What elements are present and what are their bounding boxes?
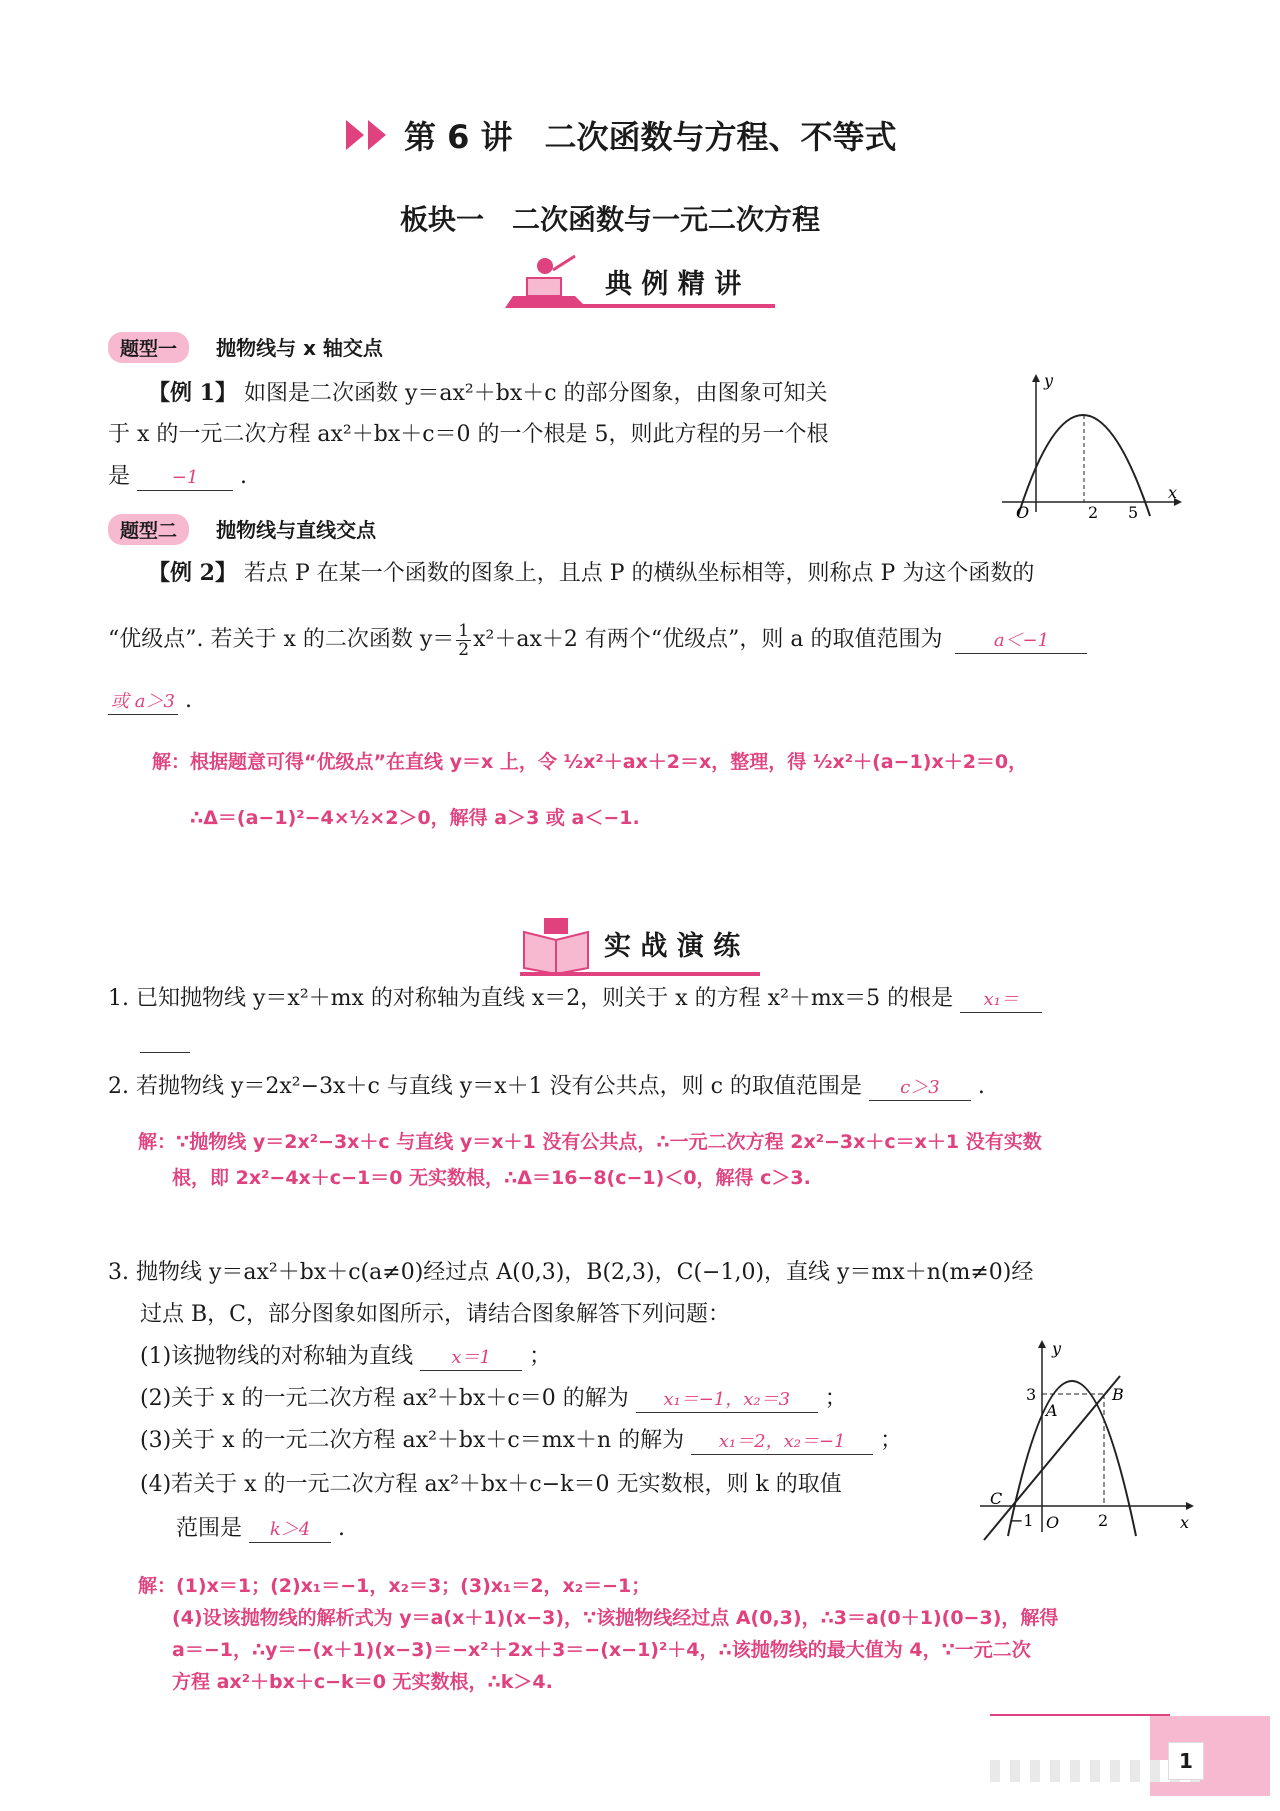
q3-answer1: x＝1 — [420, 1346, 522, 1371]
example2-text1: 若点 P 在某一个函数的图象上，且点 P 的横纵坐标相等，则称点 P 为这个函数的 — [243, 561, 1035, 586]
example2-line2: “优级点”. 若关于 x 的二次函数 y＝ $\frac{1}{2}$ x²＋ax＋2 有两个“优级点”，则 a 的取值范围为 a＜−1 — [108, 618, 1087, 662]
lecture-title: 第 6 讲 二次函数与方程、不等式 — [404, 118, 897, 156]
svg-text:y: y — [1052, 1339, 1062, 1358]
section-title: 板块一 二次函数与一元二次方程 — [400, 203, 821, 236]
svg-text:B: B — [1112, 1385, 1124, 1404]
open-book-icon — [520, 918, 592, 974]
footer-line — [990, 1714, 1170, 1716]
q3-answer4: k＞4 — [249, 1518, 331, 1543]
practice-q2: 2. 若抛物线 y＝2x²−3x＋c 与直线 y＝x＋1 没有公共点，则 c 的取值范围是 c＞3 . — [108, 1074, 985, 1099]
x-axis-arrow — [1186, 1502, 1194, 1510]
example1-answer: −1 — [137, 466, 233, 491]
double-arrow-icon — [346, 118, 396, 152]
q3-part3: (3)关于 x 的一元二次方程 ax²＋bx＋c＝mx＋n 的解为 x₁＝2，x₂＝−1 ； — [140, 1428, 903, 1453]
q3-part2: (2)关于 x 的一元二次方程 ax²＋bx＋c＝0 的解为 x₁＝−1，x₂＝3 ； — [140, 1386, 847, 1411]
graph1-tick-2: 2 — [1088, 503, 1099, 520]
svg-text:3: 3 — [1026, 1385, 1037, 1404]
banner-practice — [520, 918, 780, 978]
q1-text: 1. 已知抛物线 y＝x²＋mx 的对称轴为直线 x＝2，则关于 x 的方程 x²＋mx＝5 的根是 — [108, 986, 954, 1011]
q3-line2: 过点 B，C，部分图象如图所示，请结合图象解答下列问题： — [140, 1302, 730, 1327]
example2-solution-line2: ∴Δ＝(a−1)²−4×½×2＞0，解得 a＞3 或 a＜−1. — [190, 807, 640, 829]
example2-line3: 或 a＞3 . — [108, 686, 192, 716]
teacher-desk-icon — [505, 252, 591, 314]
practice-q1 — [108, 984, 1042, 1014]
banner-examples-label: 典 例 精 讲 — [605, 269, 742, 300]
q3-solution-line1: 解：(1)x＝1；(2)x₁＝−1，x₂＝3；(3)x₁＝2，x₂＝−1； — [138, 1575, 651, 1597]
example1-graph — [1000, 370, 1190, 520]
example2-answer-a: a＜−1 — [955, 629, 1087, 654]
svg-text:−1: −1 — [1010, 1511, 1034, 1530]
y-axis-arrow — [1032, 374, 1040, 382]
example1-line3: 是 −1 . — [108, 464, 248, 489]
q3-answer2: x₁＝−1，x₂＝3 — [636, 1388, 818, 1413]
q2-solution-line1: 解：∵抛物线 y＝2x²−3x＋c 与直线 y＝x＋1 没有公共点，∴一元二次方程 2x²−3x＋c＝x＋1 没有实数 — [138, 1131, 1042, 1153]
example1-line2: 于 x 的一元二次方程 ax²＋bx＋c＝0 的一个根是 5，则此方程的另一个根 — [108, 422, 829, 447]
graph1-origin-label: O — [1016, 503, 1030, 520]
q2-text: 2. 若抛物线 y＝2x²−3x＋c 与直线 y＝x＋1 没有公共点，则 c 的取值范围是 — [108, 1074, 862, 1099]
q3-solution-line4: 方程 ax²＋bx＋c−k＝0 无实数根，∴k＞4. — [172, 1671, 553, 1693]
type2-title: 抛物线与直线交点 — [216, 518, 377, 542]
type1-tag: 题型一 — [108, 332, 189, 363]
example1-line1 — [148, 378, 828, 409]
q2-solution-line2: 根，即 2x²−4x＋c−1＝0 无实数根，∴Δ＝16−8(c−1)＜0，解得 c＞3. — [172, 1167, 811, 1189]
svg-text:2: 2 — [1098, 1511, 1109, 1530]
banner-examples — [505, 252, 775, 314]
q3-graph — [970, 1336, 1200, 1546]
q3-solution-line2: (4)设该抛物线的解析式为 y＝a(x＋1)(x−3)，∵该抛物线经过点 A(0,3)，∴3＝a(0＋1)(0−3)，解得 — [172, 1607, 1059, 1629]
svg-text:A: A — [1046, 1401, 1058, 1420]
banner-practice-label: 实 战 演 练 — [604, 931, 741, 962]
y-axis-arrow — [1038, 1340, 1046, 1348]
q3-part1: (1)该抛物线的对称轴为直线 x＝1 ； — [140, 1344, 552, 1369]
type1-heading — [108, 332, 383, 363]
q1-answer: x₁＝ — [960, 988, 1042, 1013]
banner-underline — [583, 304, 775, 308]
page-number: 1 — [1168, 1742, 1204, 1780]
q2-answer: c＞3 — [869, 1076, 971, 1101]
q3-part4b: 范围是 k＞4 . — [176, 1516, 346, 1541]
fraction-half: $\frac{1}{2}$ — [458, 620, 470, 660]
svg-text:O: O — [1046, 1513, 1060, 1532]
example1-label: 【例 1】 — [148, 380, 237, 406]
q3-line1: 3. 抛物线 y＝ax²＋bx＋c(a≠0)经过点 A(0,3)，B(2,3)，C(−1,0)，直线 y＝mx＋n(m≠0)经 — [108, 1260, 1034, 1285]
graph1-y-label: y — [1044, 371, 1054, 390]
example2-solution-line1: 解：根据题意可得“优级点”在直线 y＝x 上，令 ½x²＋ax＋2＝x，整理，得 ½x²＋(a−1)x＋2＝0， — [152, 751, 1028, 773]
q3-part4: (4)若关于 x 的一元二次方程 ax²＋bx＋c−k＝0 无实数根，则 k 的取值 — [140, 1472, 842, 1497]
type1-title: 抛物线与 x 轴交点 — [216, 336, 383, 360]
graph1-x-label: x — [1168, 483, 1178, 502]
lecture-header — [340, 110, 960, 160]
example2-line1 — [148, 558, 1034, 589]
q3-solution-line3: a＝−1，∴y＝−(x＋1)(x−3)＝−x²＋2x＋3＝−(x−1)²＋4，∴该抛物线的最大值为 4，∵一元二次 — [172, 1639, 1031, 1661]
svg-text:x: x — [1180, 1513, 1190, 1532]
example1-text1: 如图是二次函数 y＝ax²＋bx＋c 的部分图象，由图象可知关 — [243, 381, 828, 406]
q1-answer-continuation — [140, 1052, 190, 1053]
q3-answer3: x₁＝2，x₂＝−1 — [691, 1430, 873, 1455]
svg-text:C: C — [990, 1489, 1003, 1508]
example2-label: 【例 2】 — [148, 560, 237, 586]
example2-answer-b: 或 a＞3 — [108, 690, 178, 715]
type2-tag: 题型二 — [108, 514, 189, 545]
graph1-tick-5: 5 — [1128, 503, 1139, 520]
banner-practice-underline — [520, 972, 760, 976]
type2-heading — [108, 514, 376, 545]
